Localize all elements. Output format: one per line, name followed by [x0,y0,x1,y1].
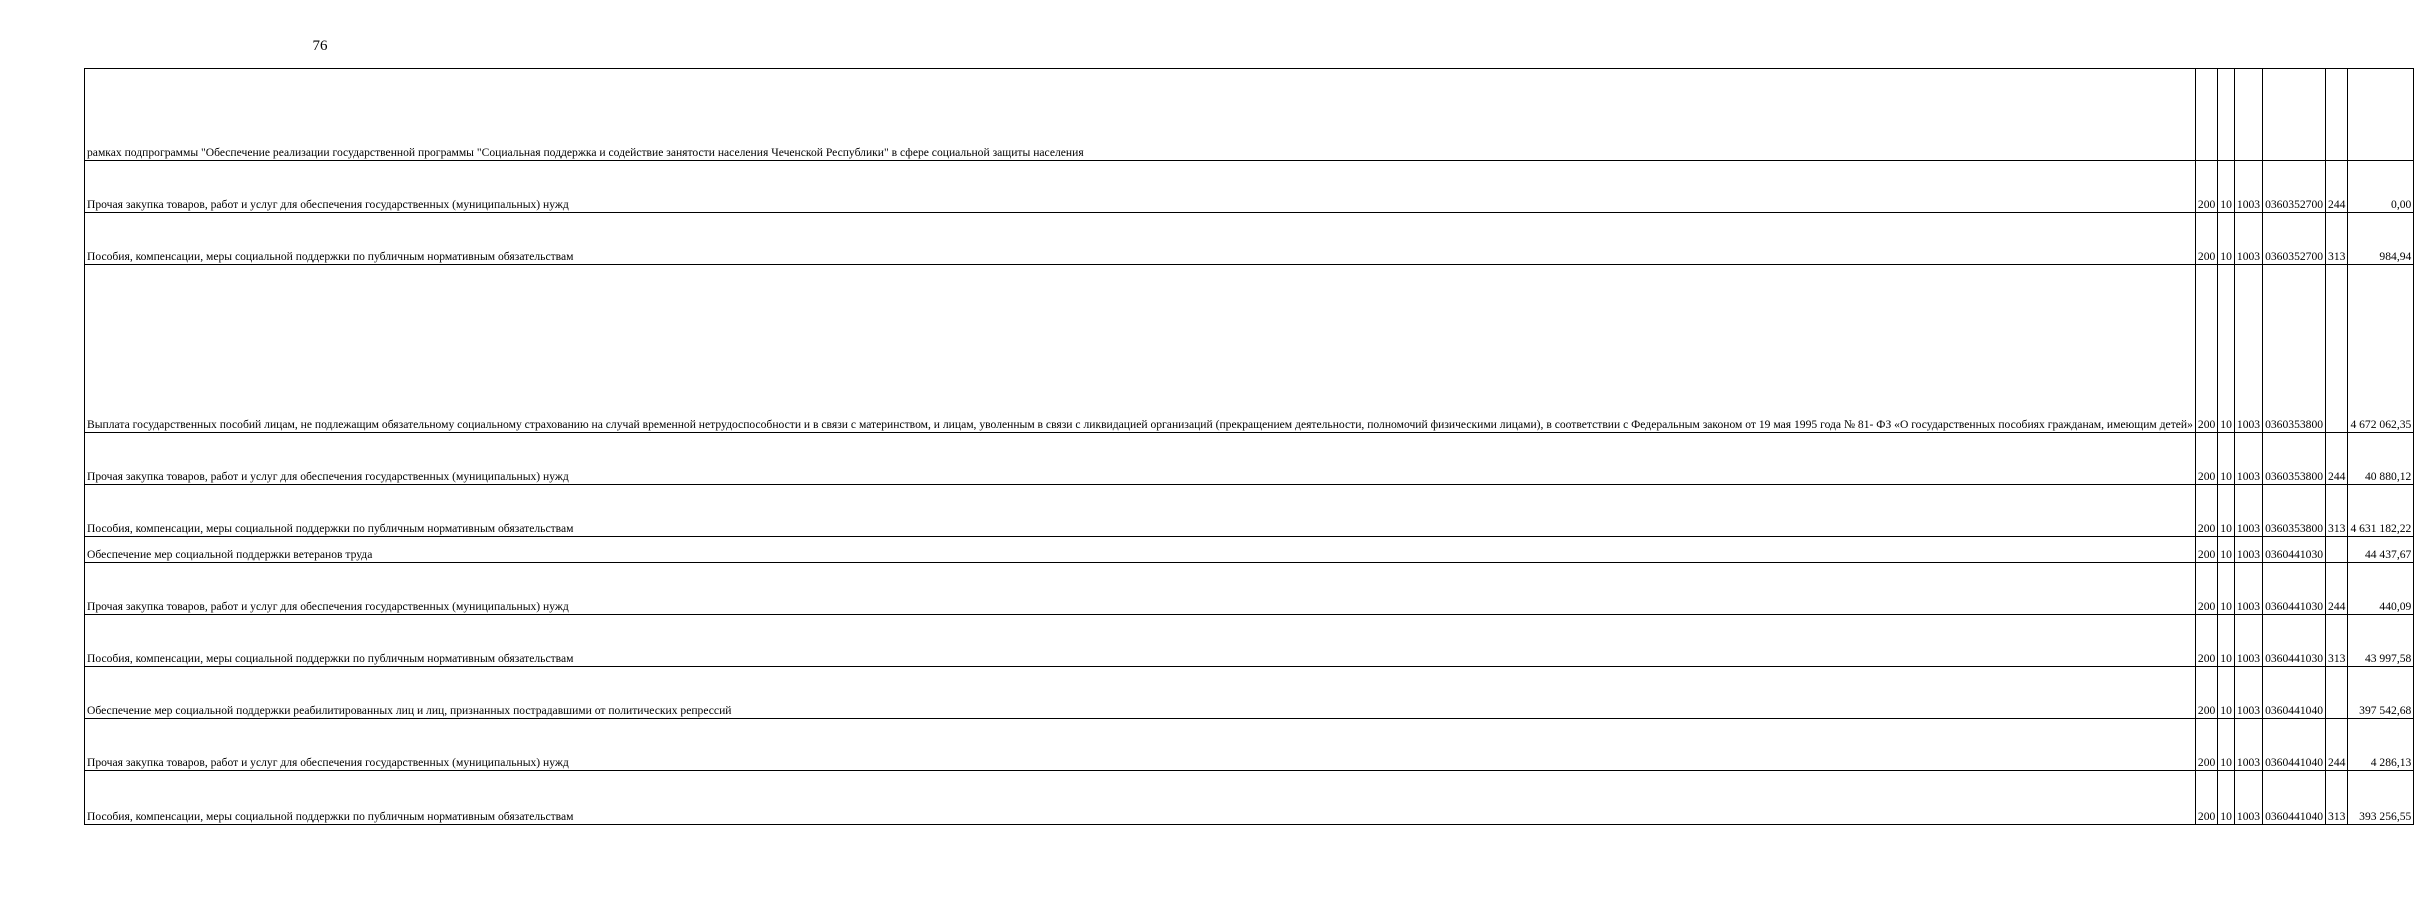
row-name-cell: Пособия, компенсации, меры социальной поддержки по публичным нормативным обязательствам [85,485,2196,537]
sum-cell: 393 256,55 [2348,771,2414,825]
row-name-cell: Пособия, компенсации, меры социальной поддержки по публичным нормативным обязательствам [85,213,2196,265]
table-row [85,667,2414,719]
target-article-cell: 0360441040 [2263,667,2326,719]
ministry-code-cell: 200 [2195,563,2217,615]
sum-cell: 43 997,58 [2348,615,2414,667]
subsection-code-cell: 1003 [2234,771,2262,825]
table-row [85,719,2414,771]
sum-cell: 984,94 [2348,213,2414,265]
row-name-cell: Прочая закупка товаров, работ и услуг для обеспечения государственных (муниципальных) нужд [85,563,2196,615]
expense-type-cell: 244 [2326,161,2348,213]
expense-type-cell: 313 [2326,615,2348,667]
ministry-code-cell: 200 [2195,265,2217,433]
sum-cell: 440,09 [2348,563,2414,615]
row-name-cell: Пособия, компенсации, меры социальной поддержки по публичным нормативным обязательствам [85,615,2196,667]
table-row [85,69,2414,161]
sum-cell [2348,69,2414,161]
target-article-cell: 0360441040 [2263,719,2326,771]
ministry-code-cell: 200 [2195,537,2217,563]
table-row [85,563,2414,615]
table-row [85,771,2414,825]
target-article-cell: 0360441040 [2263,771,2326,825]
subsection-code-cell: 1003 [2234,161,2262,213]
sum-cell: 4 286,13 [2348,719,2414,771]
row-name-cell: Обеспечение мер социальной поддержки ветеранов труда [85,537,2196,563]
sum-cell: 0,00 [2348,161,2414,213]
subsection-code-cell: 1003 [2234,265,2262,433]
sum-cell: 397 542,68 [2348,667,2414,719]
table-row [85,265,2414,433]
expense-type-cell: 244 [2326,433,2348,485]
table-row [85,161,2414,213]
row-name-cell: Пособия, компенсации, меры социальной поддержки по публичным нормативным обязательствам [85,771,2196,825]
table-body [85,69,2414,825]
expense-type-cell: 244 [2326,719,2348,771]
table-row [85,213,2414,265]
target-article-cell: 0360353800 [2263,485,2326,537]
sum-cell: 40 880,12 [2348,433,2414,485]
ministry-code-cell: 200 [2195,161,2217,213]
row-name-cell: Прочая закупка товаров, работ и услуг для обеспечения государственных (муниципальных) нужд [85,433,2196,485]
ministry-code-cell: 200 [2195,213,2217,265]
table-row [85,433,2414,485]
target-article-cell [2263,69,2326,161]
section-code-cell: 10 [2218,433,2235,485]
ministry-code-cell: 200 [2195,771,2217,825]
subsection-code-cell [2234,69,2262,161]
sum-cell: 44 437,67 [2348,537,2414,563]
ministry-code-cell: 200 [2195,615,2217,667]
subsection-code-cell: 1003 [2234,667,2262,719]
target-article-cell: 0360353800 [2263,265,2326,433]
section-code-cell: 10 [2218,537,2235,563]
row-name-cell: рамках подпрограммы "Обеспечение реализации государственной программы "Социальная поддержка и содействие занятости населения Чеченской Республики" в сфере социальной защиты населения [85,69,2196,161]
target-article-cell: 0360441030 [2263,563,2326,615]
expense-type-cell: 313 [2326,771,2348,825]
expense-type-cell [2326,69,2348,161]
table-row [85,485,2414,537]
target-article-cell: 0360441030 [2263,615,2326,667]
expense-type-cell [2326,667,2348,719]
subsection-code-cell: 1003 [2234,537,2262,563]
target-article-cell: 0360353800 [2263,433,2326,485]
budget-table [84,68,2414,825]
subsection-code-cell: 1003 [2234,485,2262,537]
section-code-cell: 10 [2218,265,2235,433]
target-article-cell: 0360441030 [2263,537,2326,563]
table-row [85,537,2414,563]
section-code-cell: 10 [2218,563,2235,615]
subsection-code-cell: 1003 [2234,563,2262,615]
sum-cell: 4 672 062,35 [2348,265,2414,433]
target-article-cell: 0360352700 [2263,161,2326,213]
section-code-cell: 10 [2218,771,2235,825]
expense-type-cell: 244 [2326,563,2348,615]
section-code-cell: 10 [2218,615,2235,667]
row-name-cell: Обеспечение мер социальной поддержки реабилитированных лиц и лиц, признанных пострадавшими от политических репрессий [85,667,2196,719]
section-code-cell: 10 [2218,161,2235,213]
page-number: 76 [312,38,328,54]
expense-type-cell: 313 [2326,485,2348,537]
expense-type-cell [2326,265,2348,433]
ministry-code-cell: 200 [2195,667,2217,719]
row-name-cell: Прочая закупка товаров, работ и услуг для обеспечения государственных (муниципальных) нужд [85,161,2196,213]
subsection-code-cell: 1003 [2234,615,2262,667]
ministry-code-cell: 200 [2195,719,2217,771]
sum-cell: 4 631 182,22 [2348,485,2414,537]
row-name-cell: Прочая закупка товаров, работ и услуг для обеспечения государственных (муниципальных) нужд [85,719,2196,771]
row-name-cell: Выплата государственных пособий лицам, не подлежащим обязательному социальному страхованию на случай временной нетрудоспособности и в связи с материнством, и лицам, уволенным в связи с ликвидацией организаций (прекращением деятельности, полномочий физическими лицами), в соответствии с Федеральным законом от 19 мая 1995 года № 81- ФЗ «О государственных пособиях гражданам, имеющим детей» [85,265,2196,433]
section-code-cell [2218,69,2235,161]
ministry-code-cell: 200 [2195,433,2217,485]
expense-type-cell [2326,537,2348,563]
section-code-cell: 10 [2218,719,2235,771]
target-article-cell: 0360352700 [2263,213,2326,265]
section-code-cell: 10 [2218,213,2235,265]
section-code-cell: 10 [2218,667,2235,719]
section-code-cell: 10 [2218,485,2235,537]
table-row [85,615,2414,667]
subsection-code-cell: 1003 [2234,719,2262,771]
expense-type-cell: 313 [2326,213,2348,265]
subsection-code-cell: 1003 [2234,213,2262,265]
subsection-code-cell: 1003 [2234,433,2262,485]
ministry-code-cell [2195,69,2217,161]
ministry-code-cell: 200 [2195,485,2217,537]
